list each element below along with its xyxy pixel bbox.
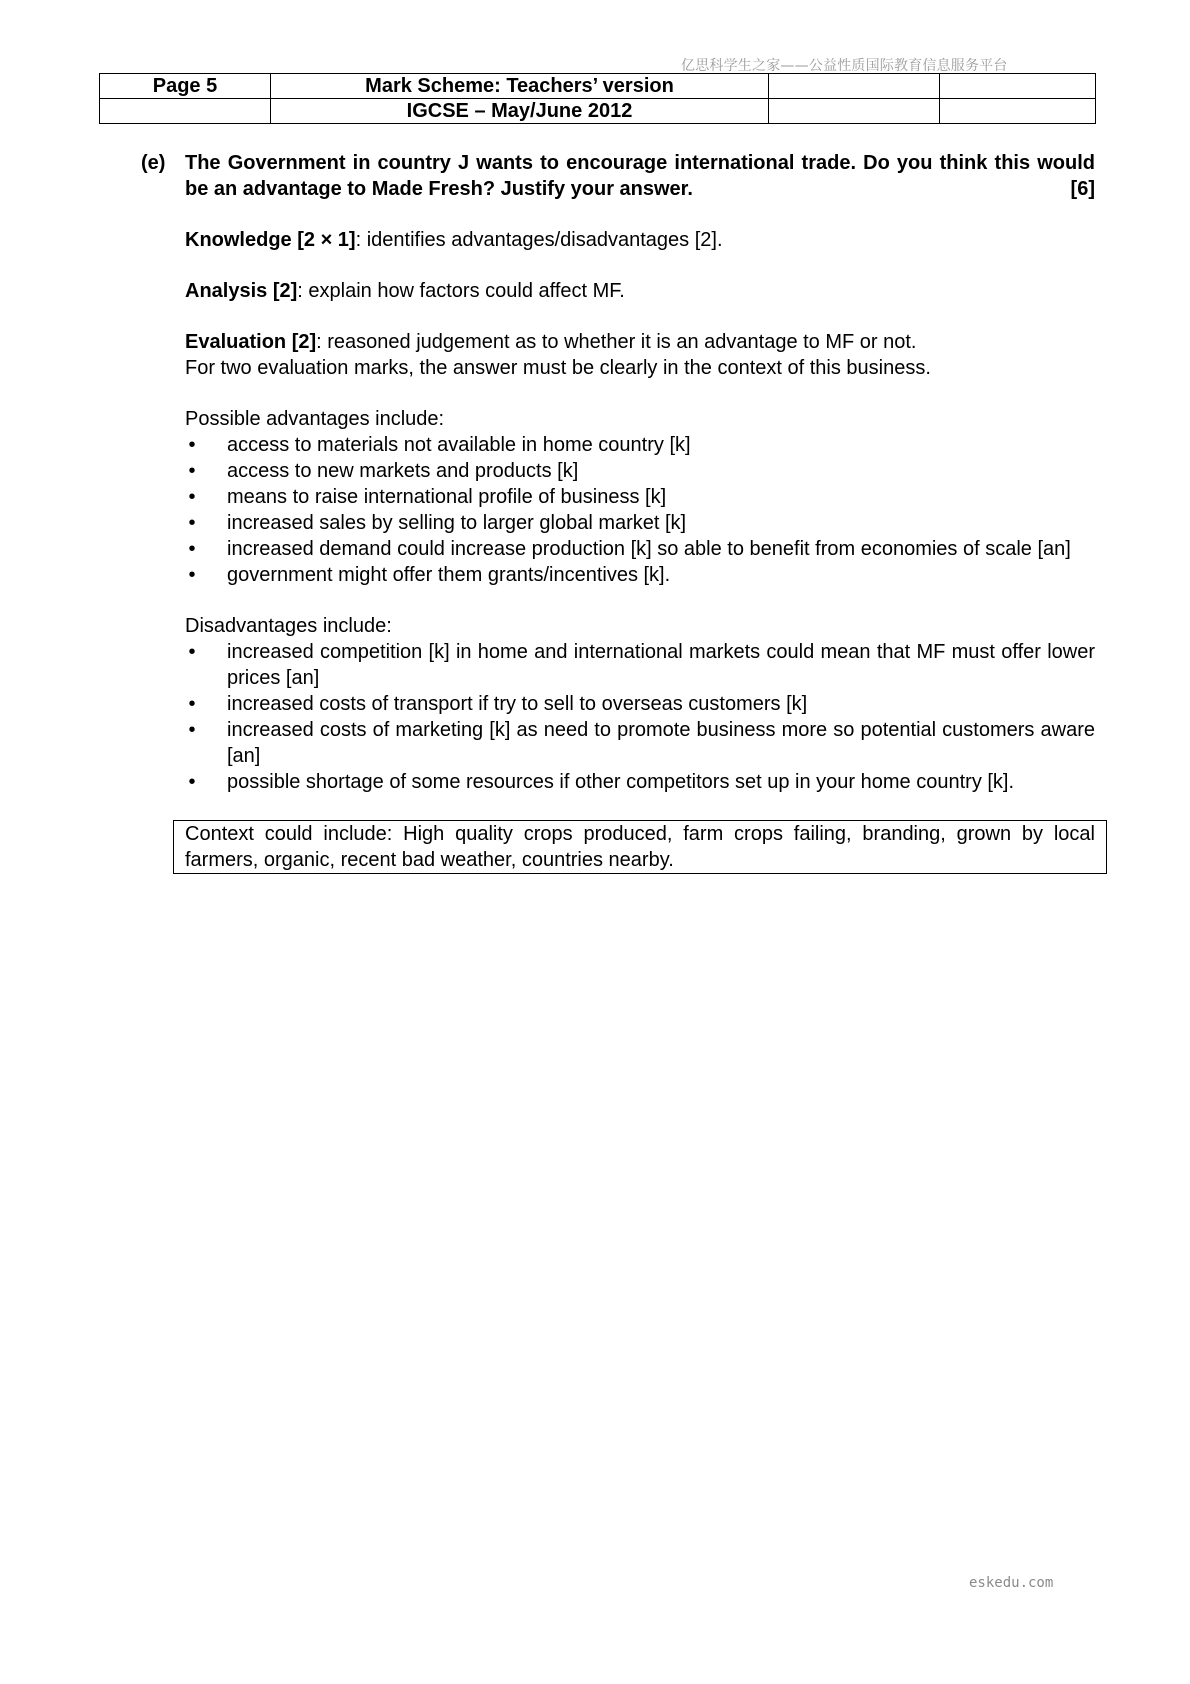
list-item: • increased costs of marketing [k] as need to promote business more so potential customers aware [an]	[185, 717, 1095, 769]
bullet-icon: •	[188, 641, 196, 663]
mark-scheme-content	[141, 150, 1095, 874]
question-text-block	[185, 150, 1095, 202]
question-marks: [6]	[1070, 178, 1095, 200]
context-box	[173, 820, 1107, 874]
header-empty-cell	[940, 74, 1096, 99]
list-item: • increased demand could increase production [k] so able to benefit from economies of scale [an]	[185, 536, 1095, 562]
bullet-icon: •	[188, 719, 196, 741]
knowledge-label: Knowledge [2 × 1]	[185, 229, 356, 251]
advantages-heading: Possible advantages include:	[185, 408, 445, 430]
bullet-icon: •	[188, 771, 196, 793]
disadvantages-list	[185, 639, 1095, 795]
context-text: Context could include: High quality crops produced, farm crops failing, branding, grown by local farmers, organic, recent bad weather, countries nearby.	[185, 823, 1095, 871]
advantages-list	[185, 432, 1095, 588]
evaluation-label: Evaluation [2]	[185, 331, 317, 353]
disadvantages-section	[185, 613, 1095, 795]
watermark-top: 亿思科学生之家——公益性质国际教育信息服务平台	[681, 58, 1008, 74]
question	[141, 150, 1095, 202]
list-item: • government might offer them grants/incentives [k].	[185, 562, 1095, 588]
watermark-bottom: eskedu.com	[969, 1575, 1054, 1591]
advantages-section	[185, 406, 1095, 588]
header-table	[99, 73, 1096, 124]
bullet-icon: •	[188, 538, 196, 560]
evaluation-criterion	[185, 329, 1095, 381]
knowledge-text: : identifies advantages/disadvantages [2].	[355, 229, 723, 251]
list-item: • increased costs of transport if try to sell to overseas customers [k]	[185, 691, 1095, 717]
list-item: • increased competition [k] in home and international markets could mean that MF must offer lower prices [an]	[185, 639, 1095, 691]
header-empty-cell	[100, 99, 271, 124]
list-item: • access to new markets and products [k]	[185, 458, 1095, 484]
list-item: • access to materials not available in home country [k]	[185, 432, 1095, 458]
analysis-text: : explain how factors could affect MF.	[297, 280, 625, 302]
list-item: • means to raise international profile of business [k]	[185, 484, 1095, 510]
bullet-icon: •	[188, 486, 196, 508]
question-text: The Government in country J wants to encourage international trade. Do you think this would be an advantage to Made Fresh? Justify your answer.	[185, 152, 1095, 200]
analysis-label: Analysis [2]	[185, 280, 298, 302]
header-empty-cell	[940, 99, 1096, 124]
exam-session: IGCSE – May/June 2012	[271, 99, 769, 124]
document-title: Mark Scheme: Teachers’ version	[271, 74, 769, 99]
header-empty-cell	[769, 74, 940, 99]
header-row-2	[100, 99, 1096, 124]
page-number: Page 5	[100, 74, 271, 99]
bullet-icon: •	[188, 460, 196, 482]
list-item: • increased sales by selling to larger global market [k]	[185, 510, 1095, 536]
header-empty-cell	[769, 99, 940, 124]
disadvantages-heading: Disadvantages include:	[185, 615, 392, 637]
answer-guidance	[185, 227, 1095, 874]
analysis-criterion	[185, 278, 1095, 304]
bullet-icon: •	[188, 693, 196, 715]
header-row-1	[100, 74, 1096, 99]
knowledge-criterion	[185, 227, 1095, 253]
bullet-icon: •	[188, 564, 196, 586]
bullet-icon: •	[188, 512, 196, 534]
question-label: (e)	[141, 152, 166, 174]
evaluation-note: For two evaluation marks, the answer must be clearly in the context of this business.	[185, 357, 931, 379]
evaluation-text: : reasoned judgement as to whether it is an advantage to MF or not.	[316, 331, 917, 353]
bullet-icon: •	[188, 434, 196, 456]
list-item: • possible shortage of some resources if other competitors set up in your home country [k].	[185, 769, 1095, 795]
